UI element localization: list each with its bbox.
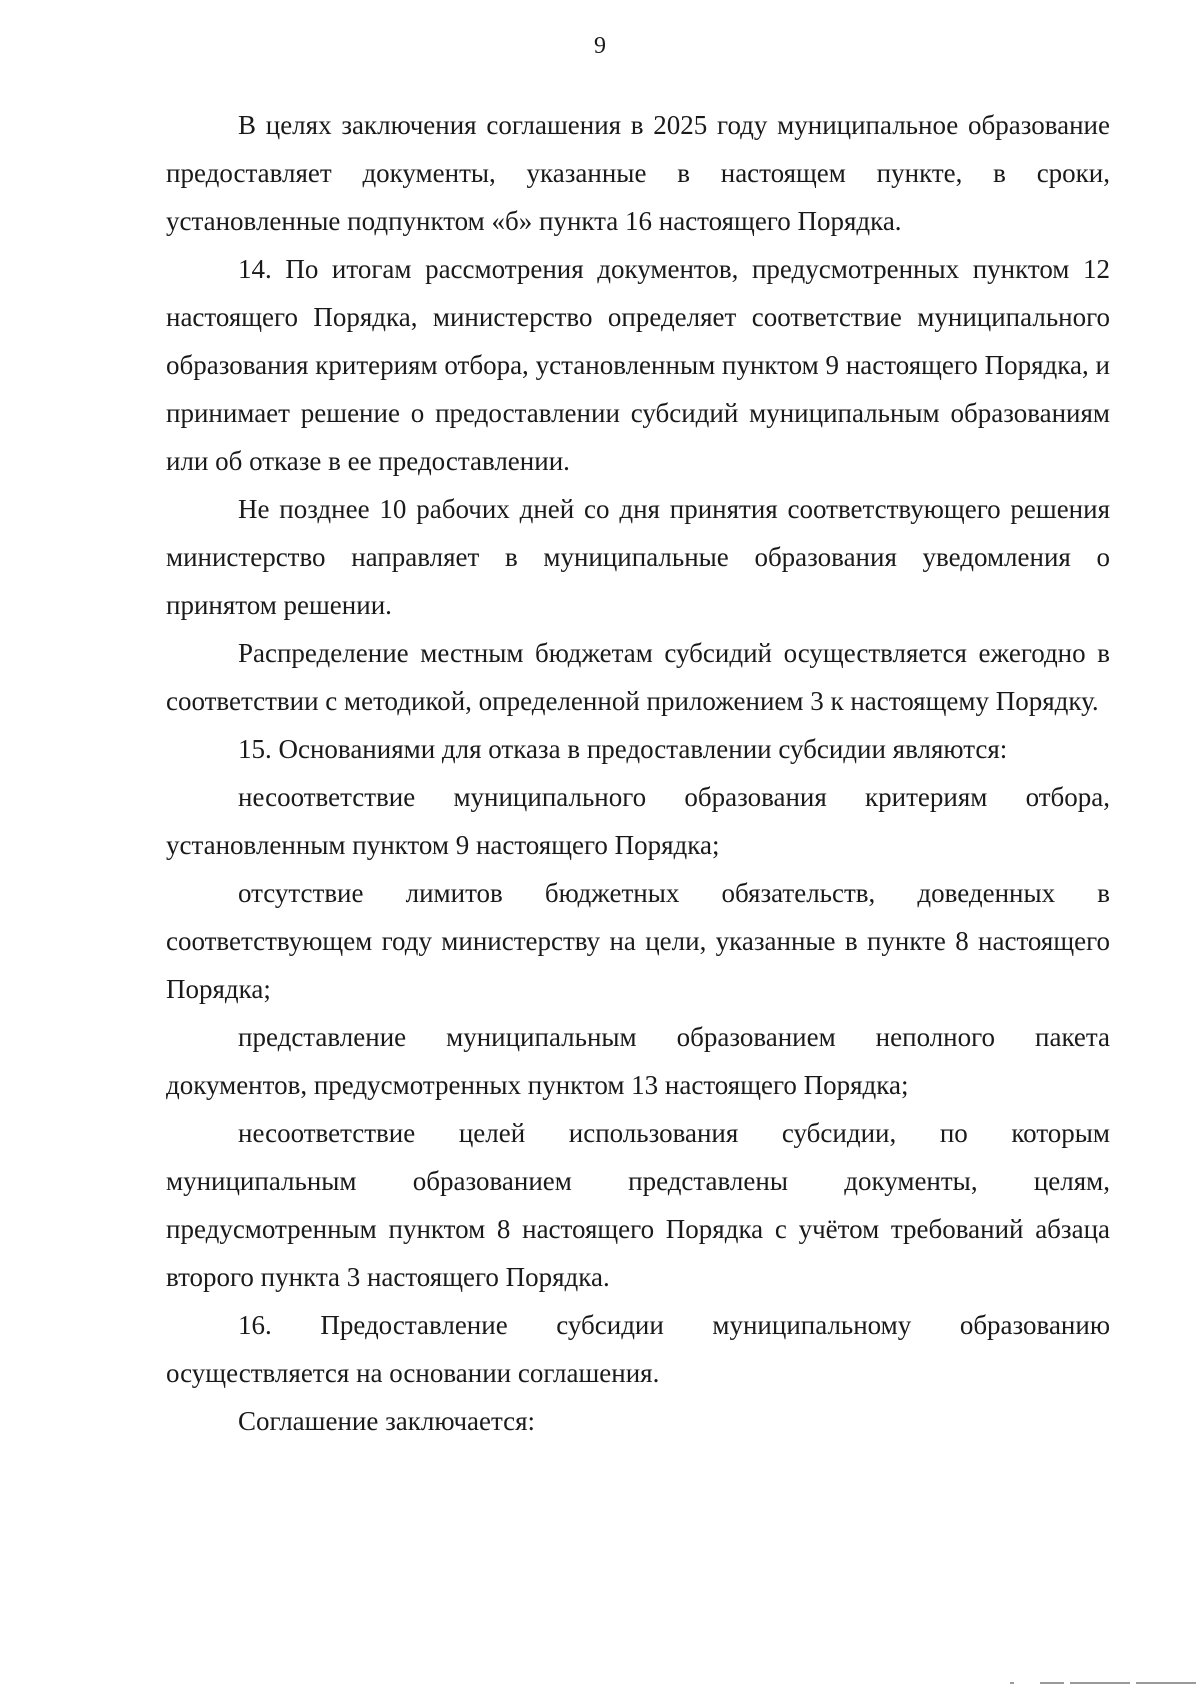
paragraph-distribution: Распределение местным бюджетам субсидий осуществляется ежегодно в соответствии с методикой, определенной приложением 3 к настоящему Порядку. [166,638,1110,716]
paragraph-agreement-concluded: Соглашение заключается: [238,1406,536,1436]
paragraph-15-refusal-grounds: 15. Основаниями для отказа в предоставлении субсидии являются: [238,734,1008,764]
paragraph-criteria-mismatch: несоответствие муниципального образования критериям отбора, установленным пунктом 9 настоящего Порядка; [166,782,1110,860]
scan-edge-marks [1000,1679,1200,1687]
document-body [166,101,1110,1445]
paragraph-16-provision: 16. Предоставление субсидии муниципальному образованию осуществляется на основании соглашения. [166,1310,1110,1388]
page-number: 9 [594,33,606,59]
paragraph-14-review: 14. По итогам рассмотрения документов, предусмотренных пунктом 12 настоящего Порядка, министерство определяет соответствие муниципального образования критериям отбора, установленным пунктом 9 настоящего Порядка, и принимает решение о предоставлении субсидий муниципальным образованиям или об отказе в ее предоставлении. [166,254,1110,476]
paragraph-agreement-documents: В целях заключения соглашения в 2025 году муниципальное образование предоставляет документы, указанные в настоящем пункте, в сроки, установленные подпунктом «б» пункта 16 настоящего Порядка. [166,110,1110,236]
paragraph-notification: Не позднее 10 рабочих дней со дня принятия соответствующего решения министерство направляет в муниципальные образования уведомления о принятом решении. [166,494,1110,620]
paragraph-incomplete-package: представление муниципальным образованием неполного пакета документов, предусмотренных пунктом 13 настоящего Порядка; [166,1022,1110,1100]
paragraph-no-limits: отсутствие лимитов бюджетных обязательств, доведенных в соответствующем году министерству на цели, указанные в пункте 8 настоящего Порядка; [166,878,1110,1004]
paragraph-purpose-mismatch: несоответствие целей использования субсидии, по которым муниципальным образованием представлены документы, целям, предусмотренным пунктом 8 настоящего Порядка с учётом требований абзаца второго пункта 3 настоящего Порядка. [166,1118,1110,1292]
